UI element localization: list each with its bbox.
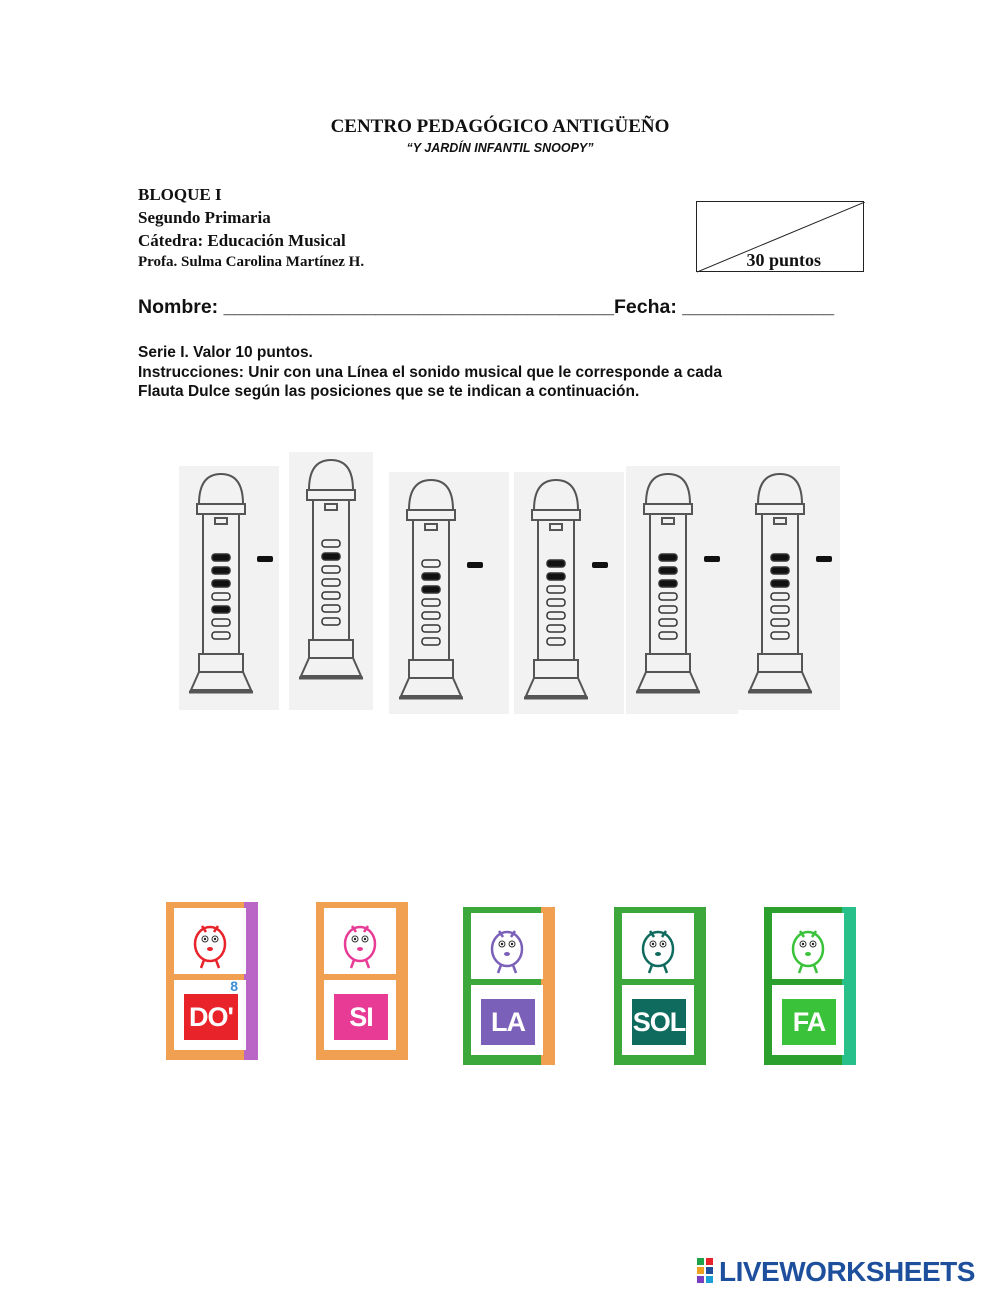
character-panel — [324, 908, 396, 974]
thumb-hole-marker — [592, 562, 608, 568]
finger-hole — [212, 554, 230, 561]
note-label-panel — [622, 985, 694, 1055]
finger-hole — [212, 606, 230, 613]
finger-hole — [212, 632, 230, 639]
name-date-line — [138, 296, 834, 319]
school-subtitle: “Y JARDÍN INFANTIL SNOOPY” — [406, 141, 594, 155]
thumb-hole-marker — [467, 562, 483, 568]
finger-hole — [322, 540, 340, 547]
finger-hole — [212, 619, 230, 626]
note-name: SI — [334, 994, 388, 1040]
character-panel — [471, 913, 543, 979]
card-accent-stripe — [394, 902, 408, 1060]
teacher-label: Profa. Sulma Carolina Martínez H. — [138, 254, 365, 270]
green-character-icon — [772, 913, 844, 979]
note-card[interactable] — [166, 902, 258, 1060]
pink-character-icon — [324, 908, 396, 974]
note-name: SOL — [632, 999, 686, 1045]
character-panel — [772, 913, 844, 979]
finger-hole — [547, 599, 565, 606]
finger-hole — [322, 618, 340, 625]
card-accent-stripe — [842, 907, 856, 1065]
finger-hole — [547, 586, 565, 593]
finger-hole — [212, 567, 230, 574]
finger-hole — [422, 625, 440, 632]
finger-hole — [322, 592, 340, 599]
finger-hole — [659, 606, 677, 613]
serie-title: Serie I. Valor 10 puntos. — [138, 344, 313, 361]
finger-hole — [771, 554, 789, 561]
instructions-line-2: Flauta Dulce según las posiciones que se te indican a continuación. — [138, 383, 640, 400]
finger-hole — [422, 599, 440, 606]
character-panel — [174, 908, 246, 974]
recorder-flute-5 — [626, 466, 738, 714]
finger-hole — [659, 580, 677, 587]
subject-label: Cátedra: Educación Musical — [138, 231, 346, 250]
card-accent-stripe — [244, 902, 258, 1060]
note-card[interactable] — [316, 902, 408, 1060]
recorder-flute-3 — [389, 472, 509, 714]
note-label-panel — [174, 980, 246, 1050]
name-field[interactable]: Nombre: ____________________________________ — [138, 296, 615, 318]
finger-hole — [659, 567, 677, 574]
instructions-line-1: Instrucciones: Unir con una Línea el sonido musical que le corresponde a cada — [138, 364, 722, 381]
recorder-flute-2 — [289, 452, 373, 710]
thumb-hole-marker — [257, 556, 273, 562]
score-box — [696, 201, 864, 272]
note-label-panel — [772, 985, 844, 1055]
card-accent-stripe — [541, 907, 555, 1065]
score-total: 30 puntos — [746, 250, 821, 270]
finger-hole — [659, 619, 677, 626]
red-character-icon — [174, 908, 246, 974]
finger-hole — [322, 566, 340, 573]
finger-hole — [771, 619, 789, 626]
recorder-flute-1 — [179, 466, 279, 710]
note-name: FA — [782, 999, 836, 1045]
grade-label: Segundo Primaria — [138, 208, 271, 227]
finger-hole — [547, 612, 565, 619]
finger-hole — [659, 632, 677, 639]
school-name: CENTRO PEDAGÓGICO ANTIGÜEÑO — [330, 116, 670, 137]
finger-hole — [659, 554, 677, 561]
finger-hole — [771, 580, 789, 587]
finger-hole — [422, 612, 440, 619]
thumb-hole-marker — [816, 556, 832, 562]
finger-hole — [771, 606, 789, 613]
character-panel — [622, 913, 694, 979]
note-label-panel — [471, 985, 543, 1055]
finger-hole — [212, 593, 230, 600]
note-card[interactable] — [463, 907, 555, 1065]
note-card[interactable] — [614, 907, 706, 1065]
finger-hole — [547, 573, 565, 580]
finger-hole — [659, 593, 677, 600]
liveworksheets-brand: LIVEWORKSHEETS — [719, 1256, 975, 1287]
finger-hole — [322, 553, 340, 560]
finger-hole — [322, 605, 340, 612]
soldier-character-icon — [622, 913, 694, 979]
finger-hole — [771, 567, 789, 574]
finger-hole — [771, 593, 789, 600]
note-card[interactable] — [764, 907, 856, 1065]
finger-hole — [547, 560, 565, 567]
recorder-flute-6 — [738, 466, 840, 710]
finger-hole — [422, 586, 440, 593]
finger-hole — [422, 638, 440, 645]
finger-hole — [547, 638, 565, 645]
finger-hole — [771, 632, 789, 639]
finger-hole — [212, 580, 230, 587]
purple-character-icon — [471, 913, 543, 979]
date-field[interactable]: Fecha: ______________ — [614, 296, 835, 318]
card-accent-stripe — [692, 907, 706, 1065]
note-name: DO' — [184, 994, 238, 1040]
note-label-panel — [324, 980, 396, 1050]
finger-hole — [422, 560, 440, 567]
block-label: BLOQUE I — [138, 185, 222, 204]
thumb-hole-marker — [704, 556, 720, 562]
finger-hole — [322, 579, 340, 586]
recorder-flute-4 — [514, 472, 624, 714]
finger-hole — [547, 625, 565, 632]
finger-hole — [422, 573, 440, 580]
octave-marker: 8 — [230, 978, 238, 994]
note-name: LA — [481, 999, 535, 1045]
